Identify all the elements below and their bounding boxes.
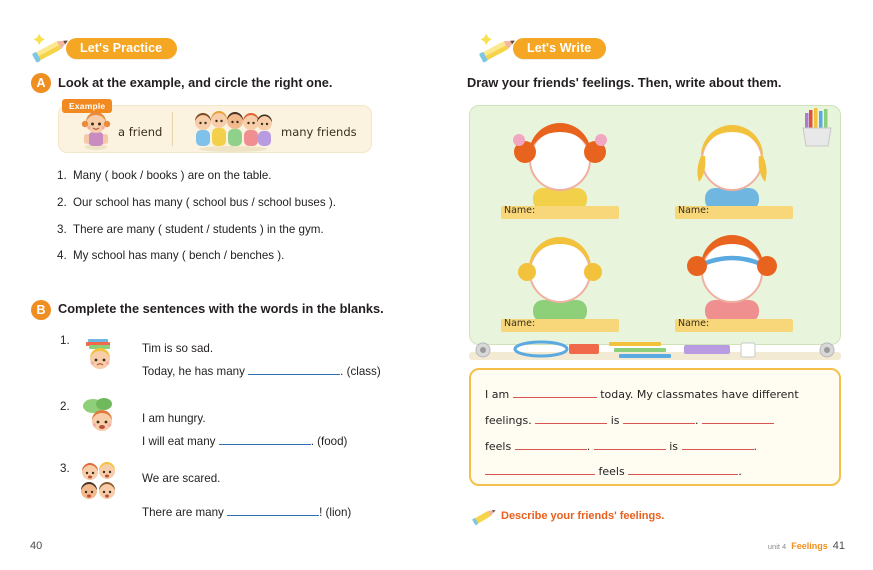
write-line-3-part-1: feels <box>485 440 512 453</box>
practice-item-2-text: Our school has many ( school bus / school buses ). <box>73 196 336 209</box>
b-item-2-number: 2. <box>60 400 70 413</box>
b-item-1-suffix: . (class) <box>340 365 381 378</box>
name-label-4: Name: <box>678 318 710 329</box>
name-label-3: Name: <box>504 318 536 329</box>
write-line-4-part-1: feels <box>598 465 625 478</box>
example-tag: Example <box>62 99 112 113</box>
practice-item-1[interactable] <box>57 169 272 182</box>
write-line-3[interactable] <box>485 438 757 453</box>
write-line-2-part-1: feelings. <box>485 414 532 427</box>
b-item-2-illustration <box>80 395 122 437</box>
b-item-1-blank[interactable] <box>248 363 340 375</box>
practice-item-3-text: There are many ( student / students ) in the gym. <box>73 223 324 236</box>
write-line-1-part-1: I am <box>485 388 510 401</box>
left-page <box>0 0 436 570</box>
right-page <box>437 0 873 570</box>
practice-item-1-text: Many ( book / books ) are on the table. <box>73 169 272 182</box>
folio-unit: unit 4 <box>767 542 787 551</box>
b-item-2-line-1: I am hungry. <box>142 412 206 425</box>
write-line-1-part-2: today. My classmates have different <box>600 388 799 401</box>
write-line-3-part-2: . <box>586 440 591 453</box>
example-left-label: a friend <box>118 125 163 139</box>
b-item-1-prefix: Today, he has many <box>142 365 245 378</box>
write-line-4[interactable] <box>485 463 742 478</box>
b-item-3-blank[interactable] <box>227 504 319 516</box>
example-right-label: many friends <box>281 125 357 139</box>
write-line-3-part-3: is <box>669 440 678 453</box>
write-line-1[interactable] <box>485 386 799 401</box>
practice-item-1-number: 1. <box>57 169 67 182</box>
write-line-4-part-2: . <box>738 465 742 478</box>
write-blank-3-3[interactable] <box>682 438 754 450</box>
task-letter-a: A <box>31 73 51 93</box>
friend-face-2[interactable] <box>677 118 787 210</box>
b-item-1-number: 1. <box>60 334 70 347</box>
friend-face-3[interactable] <box>505 230 615 322</box>
friend-face-1[interactable] <box>505 118 615 210</box>
pencil-icon-write <box>477 31 519 65</box>
section-label-write: Let's Write <box>513 38 606 59</box>
section-header-write <box>477 31 606 65</box>
b-item-2-suffix: . (food) <box>310 435 348 448</box>
write-blank-2-2[interactable] <box>623 412 695 424</box>
small-pencil-icon <box>471 504 499 528</box>
write-blank-3-2[interactable] <box>594 438 666 450</box>
page-number-right <box>768 540 845 552</box>
b-item-3-prefix: There are many <box>142 506 224 519</box>
b-item-3-illustration <box>76 460 128 506</box>
write-blank-2-1[interactable] <box>535 412 607 424</box>
b-item-3-line-2[interactable] <box>142 504 351 519</box>
name-label-1: Name: <box>504 205 536 216</box>
practice-item-4-number: 4. <box>57 249 67 262</box>
practice-item-2-number: 2. <box>57 196 67 209</box>
write-blank-3-1[interactable] <box>515 438 587 450</box>
practice-item-3[interactable] <box>57 223 324 236</box>
folio-number: 41 <box>832 540 845 552</box>
write-task-title: Draw your friends' feelings. Then, write about them. <box>467 75 782 90</box>
pencil-cup-icon <box>797 108 837 150</box>
write-blank-4-2[interactable] <box>628 463 738 475</box>
write-blank-2-3[interactable] <box>702 412 774 424</box>
desk-supplies-decoration <box>469 336 841 364</box>
write-blank-1-1[interactable] <box>513 386 597 398</box>
write-line-2[interactable] <box>485 412 774 427</box>
section-label-practice: Let's Practice <box>66 38 177 59</box>
b-item-3-line-1: We are scared. <box>142 472 221 485</box>
section-header-practice <box>30 31 177 65</box>
bottom-note: Describe your friends' feelings. <box>501 510 665 522</box>
b-item-2-line-2[interactable] <box>142 433 347 448</box>
practice-item-2[interactable] <box>57 196 336 209</box>
write-line-2-part-3: . <box>695 414 699 427</box>
practice-item-4-text: My school has many ( bench / benches ). <box>73 249 285 262</box>
write-line-3-part-4: . <box>753 440 757 453</box>
friend-face-4[interactable] <box>677 230 787 322</box>
b-item-2-prefix: I will eat many <box>142 435 216 448</box>
b-item-2-blank[interactable] <box>219 433 311 445</box>
b-item-1-line-1: Tim is so sad. <box>142 342 214 355</box>
pencil-icon <box>30 31 72 65</box>
example-single-friend-illustration <box>78 110 114 150</box>
task-a-title: Look at the example, and circle the right one. <box>58 75 333 90</box>
practice-item-4[interactable] <box>57 249 284 262</box>
b-item-1-line-2[interactable] <box>142 363 381 378</box>
b-item-1-illustration <box>80 335 120 373</box>
write-blank-4-1[interactable] <box>485 463 595 475</box>
task-b-title: Complete the sentences with the words in the blanks. <box>58 301 384 316</box>
task-letter-b: B <box>31 300 51 320</box>
name-label-2: Name: <box>678 205 710 216</box>
practice-item-3-number: 3. <box>57 223 67 236</box>
b-item-3-number: 3. <box>60 462 70 475</box>
write-line-2-part-2: is <box>610 414 620 427</box>
page-number-left: 40 <box>30 540 43 552</box>
folio-title: Feelings <box>791 541 828 551</box>
example-divider <box>172 112 173 146</box>
b-item-3-suffix: ! (lion) <box>319 506 352 519</box>
example-many-friends-illustration <box>192 108 274 152</box>
